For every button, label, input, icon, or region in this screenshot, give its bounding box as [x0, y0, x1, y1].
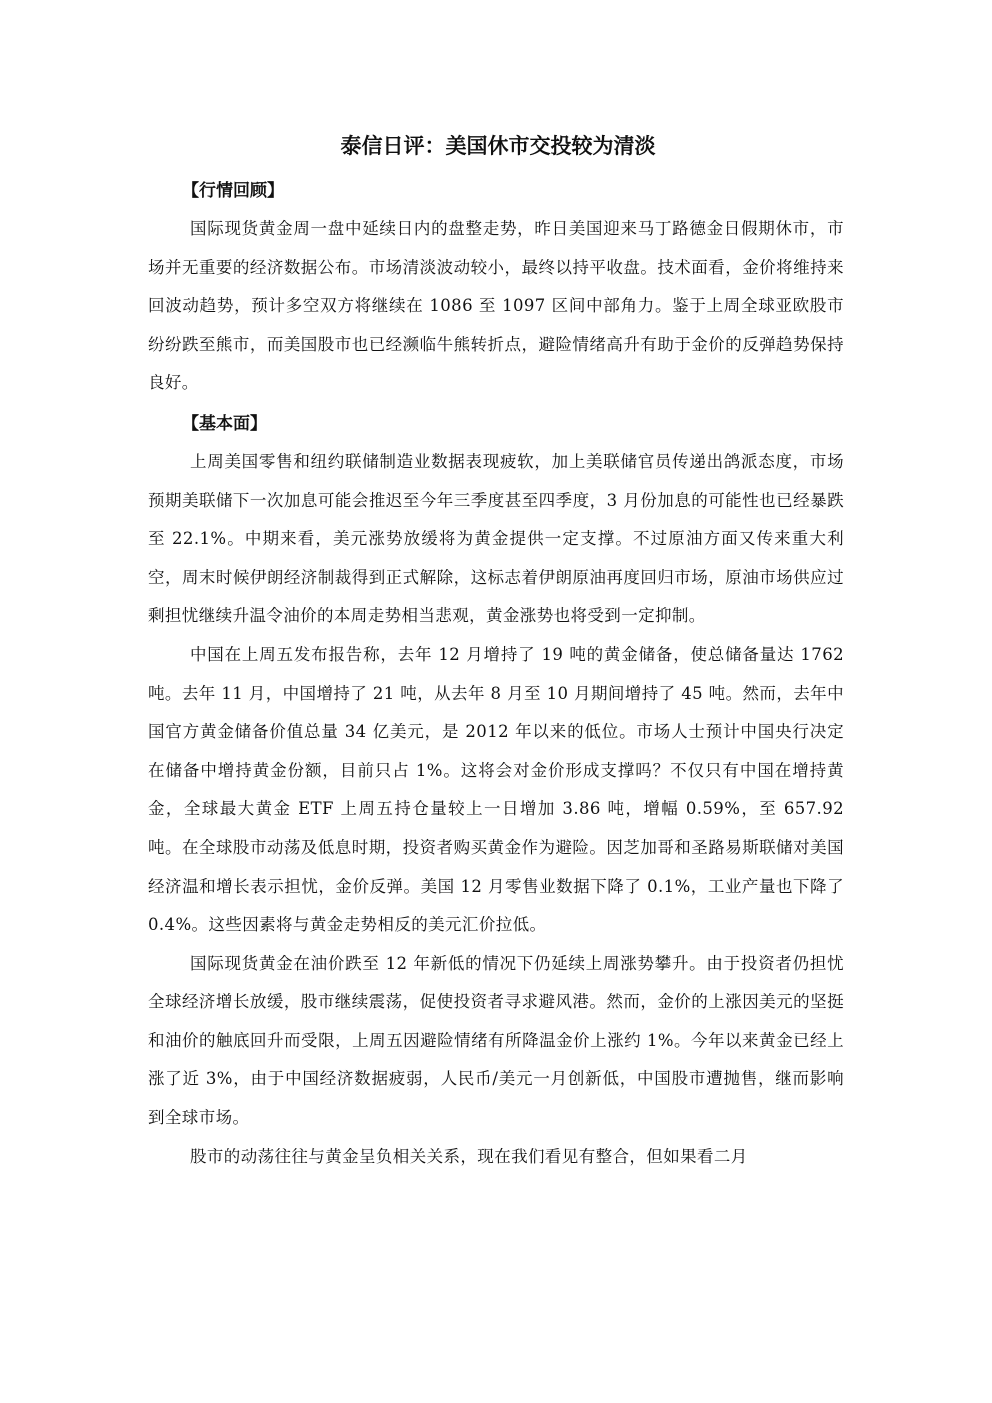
document-title: 泰信日评：美国休市交投较为清淡 — [340, 134, 656, 158]
section-heading-fundamentals: 【基本面】 — [182, 413, 267, 434]
paragraph: 国际现货黄金周一盘中延续日内的盘整走势，昨日美国迎来马丁路德金日假期休市，市场并无重要的经济数据公布。市场清淡波动较小，最终以持平收盘。技术面看，金价将维持来回波动趋势，预计多空双方将继续在 1086 至 1097 区间中部角力。鉴于上周全球亚欧股市纷纷跌至熊市，而美国股市也已经濒临牛熊转折点，避险情绪高升有助于金价的反弹趋势保持良好。 — [148, 219, 844, 393]
paragraph: 国际现货黄金在油价跌至 12 年新低的情况下仍延续上周涨势攀升。由于投资者仍担忧全球经济增长放缓，股市继续震荡，促使投资者寻求避风港。然而，金价的上涨因美元的坚挺和油价的触底回升而受限，上周五因避险情绪有所降温金价上涨约 1%。今年以来黄金已经上涨了近 3%，由于中国经济数据疲弱，人民币/美元一月创新低，中国股市遭抛售，继而影响到全球市场。 — [148, 953, 844, 1128]
document-page — [148, 126, 844, 1176]
paragraph: 股市的动荡往往与黄金呈负相关关系，现在我们看见有整合，但如果看二月 — [190, 1146, 748, 1166]
section-heading-market-review: 【行情回顾】 — [182, 181, 284, 201]
paragraph: 中国在上周五发布报告称，去年 12 月增持了 19 吨的黄金储备，使总储备量达 1762 吨。去年 11 月，中国增持了 21 吨，从去年 8 月至 10 月期间增持了 45 吨。然而，去年中国官方黄金储备价值总量 34 亿美元，是 2012 年以来的低位。市场人士预计中国央行决定在储备中增持黄金份额，目前只占 1%。这将会对金价形成支撑吗？不仅只有中国在增持黄金，全球最大黄金 ETF 上周五持仓量较上一日增加 3.86 吨，增幅 0.59%，至 657.92 吨。在全球股市动荡及低息时期，投资者购买黄金作为避险。因芝加哥和圣路易斯联储对美国经济温和增长表示担忧，金价反弹。美国 12 月零售业数据下降了 0.1%，工业产量也下降了 0.4%。这些因素将与黄金走势相反的美元汇价拉低。 — [148, 644, 844, 935]
section-fundamentals — [148, 405, 844, 1176]
section-market-review — [148, 172, 844, 403]
paragraph: 上周美国零售和纽约联储制造业数据表现疲软，加上美联储官员传递出鸽派态度，市场预期美联储下一次加息可能会推迟至今年三季度甚至四季度，3 月份加息的可能性也已经暴跌至 22.1%。中期来看，美元涨势放缓将为黄金提供一定支撑。不过原油方面又传来重大利空，周末时候伊朗经济制裁得到正式解除，这标志着伊朗原油再度回归市场，原油市场供应过剩担忧继续升温令油价的本周走势相当悲观，黄金涨势也将受到一定抑制。 — [148, 451, 844, 626]
